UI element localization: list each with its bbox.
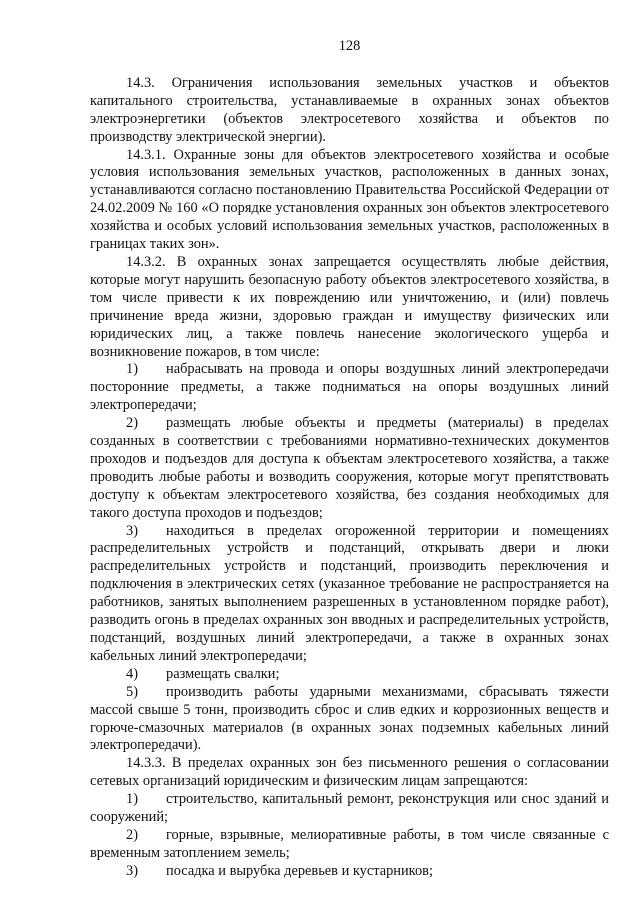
list-item xyxy=(90,523,609,666)
list-item xyxy=(90,684,609,756)
list-item-text: строительство, капитальный ремонт, реконструкция или снос зданий и сооружений; xyxy=(90,791,609,826)
list-item-text: производить работы ударными механизмами, сбрасывать тяжести массой свыше 5 тонн, производить сброс и слив едких и коррозионных веществ и горюче-смазочных материалов (в охранных зонах подземных кабельных линий электропередачи). xyxy=(90,683,609,754)
paragraph: 14.3.1. Охранные зоны для объектов электросетевого хозяйства и особые условия использования земельных участков, расположенных в данных зонах, устанавливаются согласно постановлению Правительства Российской Федерации от 24.02.2009 № 160 «О порядке установления охранных зон объектов электросетевого хозяйства и особых условий использования земельных участков, расположенных в границах таких зон». xyxy=(90,146,609,253)
list-item-text: размещать любые объекты и предметы (материалы) в пределах созданных в соответствии с требованиями нормативно-технических документов проходов и подъездов для доступа к объектам электросетевого хозяйства, а также проводить любые работы и возводить сооружения, которые могут препятствовать доступу к объектам электросетевого хозяйства, без создания необходимых для такого доступа проходов и подъездов; xyxy=(90,415,609,521)
list-item-text: горные, взрывные, мелиоративные работы, в том числе связанные с временным затоплением земель; xyxy=(90,826,609,861)
list-item xyxy=(90,827,609,863)
list-item-number: 2) xyxy=(126,826,138,843)
list-item-number: 5) xyxy=(126,683,138,700)
list-item-number: 1) xyxy=(126,791,138,808)
paragraph: 14.3.3. В пределах охранных зон без письменного решения о согласовании сетевых организаций юридическим и физическим лицам запрещаются: xyxy=(90,755,609,790)
list-item xyxy=(90,361,609,415)
list-item-number: 2) xyxy=(126,415,138,432)
list-item xyxy=(90,863,609,881)
list-item-number: 3) xyxy=(126,522,138,539)
page-number: 128 xyxy=(338,38,361,54)
list-item xyxy=(90,666,609,684)
list-item xyxy=(90,791,609,827)
list-item-text: посадка и вырубка деревьев и кустарников; xyxy=(166,862,433,879)
list-item-text: размещать свалки; xyxy=(166,665,280,682)
list-item xyxy=(90,415,609,522)
list-item-number: 1) xyxy=(126,361,138,378)
paragraph: 14.3. Ограничения использования земельных участков и объектов капитального строительства, устанавливаемые в охранных зонах объектов электроэнергетики (объектов электросетевого хозяйства и объектов по производству электрической энергии). xyxy=(90,74,609,145)
list-item-text: набрасывать на провода и опоры воздушных линий электропередачи посторонние предметы, а также подниматься на опоры воздушных линий электропередачи; xyxy=(90,361,609,414)
list-item-number: 4) xyxy=(126,665,138,682)
document-body xyxy=(90,75,609,881)
list-item-number: 3) xyxy=(126,862,138,879)
list-item-text: находиться в пределах огороженной территории и помещениях распределительных устройств и подстанций, открывать двери и люки распределительных устройств и подстанций, производить переключения и подключения в электрических сетях (указанное требование не распространяется на работников, занятых выполнением разрешенных в установленном порядке работ), разводить огонь в пределах охранных зон вводных и распределительных устройств, подстанций, воздушных линий электропередачи, а также в охранных зонах кабельных линий электропередачи; xyxy=(90,522,609,664)
paragraph: 14.3.2. В охранных зонах запрещается осуществлять любые действия, которые могут нарушить безопасную работу объектов электросетевого хозяйства, в том числе привести к их повреждению или уничтожению, и (или) повлечь причинение вреда жизни, здоровью граждан и имуществу физических или юридических лиц, а также повлечь нанесение экологического ущерба и возникновение пожаров, в том числе: xyxy=(90,253,609,360)
